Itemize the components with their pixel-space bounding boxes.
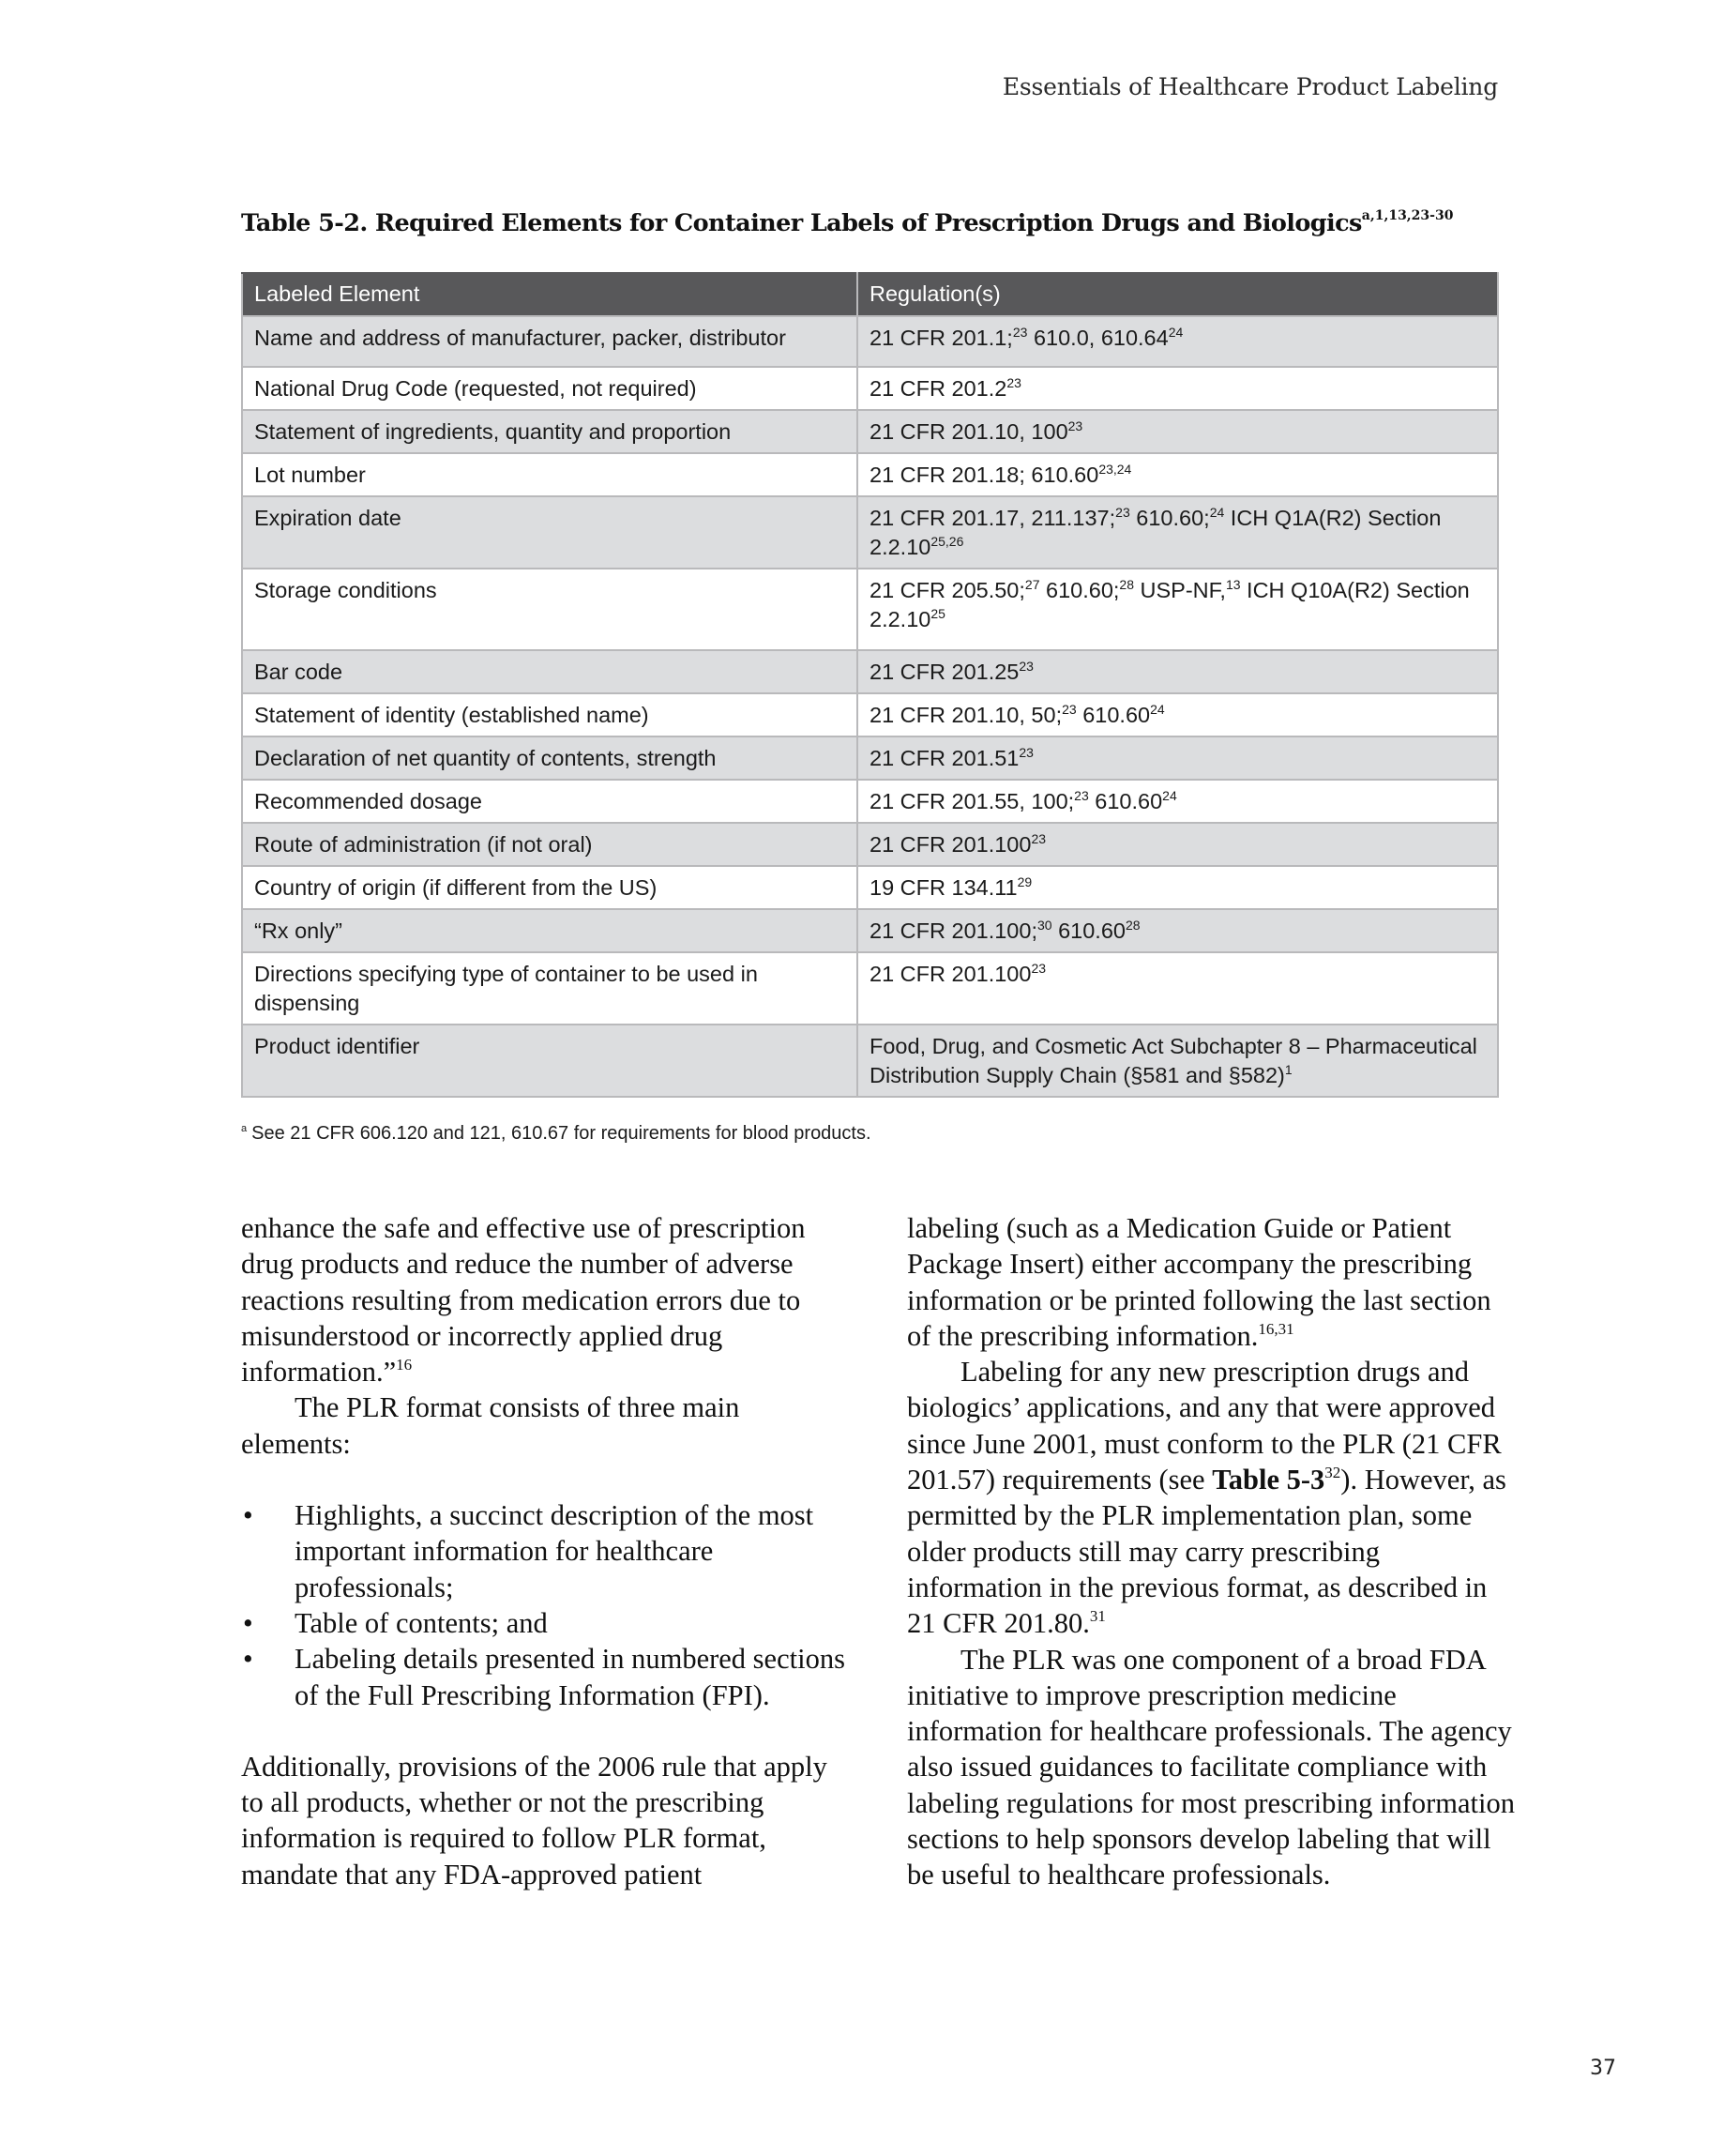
regulation-cell [857, 866, 1498, 909]
labeled-element-cell: National Drug Code (requested, not required) [242, 367, 857, 410]
list-item-text: Labeling details presented in numbered sections of the Full Prescribing Information (FPI). [295, 1643, 845, 1711]
labeled-element-cell: Storage conditions [242, 569, 857, 650]
superscript-ref: 23 [1062, 702, 1077, 717]
text-run: 21 CFR 205.50; [870, 578, 1025, 602]
superscript-ref: 23 [1019, 659, 1034, 674]
table-row [242, 569, 1498, 650]
table-row [242, 952, 1498, 1025]
text-run: 610.60 [1088, 789, 1163, 813]
list-item [241, 1497, 851, 1605]
footnote-text: See 21 CFR 606.120 and 121, 610.67 for requirements for blood products. [251, 1123, 871, 1144]
regulation-cell [857, 736, 1498, 780]
table-row [242, 496, 1498, 569]
text-run: labeling (such as a Medication Guide or Patient Package Insert) either accompany the prescribing information or be printed following the last section of the prescribing information. [907, 1212, 1491, 1352]
regulation-cell [857, 410, 1498, 453]
paragraph: The PLR format consists of three main elements: [241, 1391, 740, 1460]
labeled-element-cell: Statement of ingredients, quantity and proportion [242, 410, 857, 453]
superscript-ref: 23 [1006, 375, 1021, 390]
table-header-row [242, 273, 1498, 316]
superscript-ref: 16,31 [1258, 1319, 1294, 1338]
table-row [242, 780, 1498, 823]
regulation-cell [857, 316, 1498, 367]
table-row [242, 693, 1498, 736]
labeled-element-cell: Name and address of manufacturer, packer, distributor [242, 316, 857, 367]
table-title-refs: a,1,13,23-30 [1361, 208, 1454, 223]
text-run: 610.60 [1051, 919, 1126, 943]
regulation-cell [857, 1025, 1498, 1097]
superscript-ref: 23 [1031, 831, 1047, 846]
table-body [242, 316, 1498, 1097]
paragraph [907, 1210, 1517, 1354]
superscript-ref: 23 [1074, 788, 1089, 803]
superscript-ref: 24 [1209, 505, 1225, 520]
table-row [242, 367, 1498, 410]
table-row [242, 866, 1498, 909]
text-run: 21 CFR 201.2 [870, 376, 1007, 401]
superscript-ref: 30 [1036, 918, 1052, 933]
regulation-cell [857, 569, 1498, 650]
table-row [242, 650, 1498, 693]
paragraph [241, 1210, 851, 1389]
superscript-ref: 1 [1284, 1062, 1293, 1077]
text-run: ). However, as permitted by the PLR implementation plan, some older products still may carry prescribing information in the previous format, as described in 21 CFR 201.80. [907, 1464, 1506, 1640]
regulation-cell [857, 693, 1498, 736]
bullet-icon: • [243, 1606, 253, 1639]
text-run: 21 CFR 201.100 [870, 832, 1032, 857]
list-item-text: Table of contents; and [295, 1606, 548, 1639]
labeled-element-cell: Expiration date [242, 496, 857, 569]
page-number: 37 [1590, 2057, 1616, 2080]
labeled-element-cell: Lot number [242, 453, 857, 496]
labeled-element-cell: Directions specifying type of container to be used in dispensing [242, 952, 857, 1025]
table-row [242, 909, 1498, 952]
superscript-ref: 23 [1031, 961, 1047, 976]
table-row [242, 453, 1498, 496]
table-row [242, 736, 1498, 780]
text-run: 610.60 [1076, 703, 1151, 727]
text-run: enhance the safe and effective use of prescription drug products and reduce the number of adverse reactions resulting from medication errors due to misunderstood or incorrectly applied drug information.” [241, 1212, 806, 1389]
column-header-regulations: Regulation(s) [857, 273, 1498, 316]
labeled-element-cell: Product identifier [242, 1025, 857, 1097]
paragraph: Additionally, provisions of the 2006 rule that apply to all products, whether or not the prescribing information is required to follow PLR format, mandate that any FDA-approved patient [241, 1750, 827, 1890]
superscript-ref: 25,26 [930, 534, 964, 549]
text-run: ICH Q1A(R2) Section 2.2.10 [870, 506, 1442, 559]
superscript-ref: 24 [1168, 325, 1184, 340]
requirements-table [241, 272, 1499, 1098]
list-item [241, 1641, 851, 1713]
superscript-ref: 24 [1162, 788, 1177, 803]
table-row [242, 410, 1498, 453]
text-run: 21 CFR 201.18; 610.60 [870, 463, 1099, 487]
labeled-element-cell: Recommended dosage [242, 780, 857, 823]
superscript-ref: 13 [1225, 577, 1241, 592]
text-run: 21 CFR 201.10, 100 [870, 419, 1068, 444]
list-item-text: Highlights, a succinct description of the most important information for healthcare professionals; [295, 1499, 814, 1603]
text-run: USP-NF, [1134, 578, 1226, 602]
regulation-cell [857, 650, 1498, 693]
table-title [241, 208, 1453, 237]
regulation-cell [857, 453, 1498, 496]
superscript-ref: 23 [1019, 745, 1034, 760]
superscript-ref: 23 [1115, 505, 1130, 520]
labeled-element-cell: Route of administration (if not oral) [242, 823, 857, 866]
superscript-ref: 16 [396, 1356, 413, 1374]
running-header: Essentials of Healthcare Product Labeling [1002, 73, 1498, 100]
text-run: Food, Drug, and Cosmetic Act Subchapter 8 – Pharmaceutical Distribution Supply Chain (§581 and §582) [870, 1034, 1477, 1087]
footnote-mark: a [241, 1123, 248, 1134]
table-row [242, 316, 1498, 367]
superscript-ref: 25 [930, 606, 945, 621]
regulation-cell [857, 909, 1498, 952]
text-run: 19 CFR 134.11 [870, 875, 1018, 900]
regulation-cell [857, 823, 1498, 866]
text-run: 21 CFR 201.1; [870, 326, 1013, 350]
text-run: 21 CFR 201.10, 50; [870, 703, 1063, 727]
text-run: Labeling for any new prescription drugs and biologics’ applications, and any that were approved since June 2001, must conform to the PLR (21 CFR 201.57) requirements (see [907, 1356, 1502, 1496]
plr-elements-list [241, 1497, 851, 1713]
labeled-element-cell: Declaration of net quantity of contents, strength [242, 736, 857, 780]
labeled-element-cell: Statement of identity (established name) [242, 693, 857, 736]
table-footnote [241, 1123, 871, 1145]
list-item [241, 1605, 851, 1641]
superscript-ref: 23,24 [1098, 462, 1132, 477]
paragraph: The PLR was one component of a broad FDA initiative to improve prescription medicine information for healthcare professionals. The agency also issued guidances to facilitate compliance with labeling regulations for most prescribing information sections to help sponsors develop labeling that will be useful to healthcare professionals. [907, 1643, 1515, 1891]
superscript-ref: 23 [1012, 325, 1028, 340]
table-row [242, 823, 1498, 866]
labeled-element-cell: “Rx only” [242, 909, 857, 952]
table-row [242, 1025, 1498, 1097]
table-title-text: Table 5-2. Required Elements for Container Labels of Prescription Drugs and Biologics [241, 209, 1362, 237]
text-run: 21 CFR 201.25 [870, 660, 1020, 684]
superscript-ref: 28 [1119, 577, 1134, 592]
table-reference: Table 5-3 [1212, 1464, 1325, 1496]
bullet-icon: • [243, 1499, 253, 1532]
superscript-ref: 27 [1024, 577, 1040, 592]
superscript-ref: 32 [1324, 1464, 1341, 1482]
bullet-icon: • [243, 1643, 253, 1676]
text-run: 21 CFR 201.55, 100; [870, 789, 1075, 813]
text-run: 21 CFR 201.100 [870, 962, 1032, 986]
labeled-element-cell: Country of origin (if different from the US) [242, 866, 857, 909]
text-run: 21 CFR 201.17, 211.137; [870, 506, 1116, 530]
superscript-ref: 28 [1125, 918, 1141, 933]
regulation-cell [857, 952, 1498, 1025]
regulation-cell [857, 496, 1498, 569]
text-run: 610.0, 610.64 [1027, 326, 1169, 350]
body-column-right [907, 1210, 1517, 1893]
body-column-left [241, 1210, 851, 1892]
superscript-ref: 31 [1089, 1607, 1106, 1626]
paragraph [907, 1354, 1517, 1641]
text-run: 21 CFR 201.100; [870, 919, 1037, 943]
regulation-cell [857, 367, 1498, 410]
text-run: 610.60; [1129, 506, 1210, 530]
regulation-cell [857, 780, 1498, 823]
text-run: ICH Q10A(R2) Section 2.2.10 [870, 578, 1470, 631]
text-run: 21 CFR 201.51 [870, 746, 1020, 770]
text-run: 610.60; [1039, 578, 1120, 602]
superscript-ref: 23 [1067, 418, 1083, 433]
column-header-labeled-element: Labeled Element [242, 273, 857, 316]
superscript-ref: 29 [1017, 874, 1033, 889]
labeled-element-cell: Bar code [242, 650, 857, 693]
superscript-ref: 24 [1150, 702, 1165, 717]
